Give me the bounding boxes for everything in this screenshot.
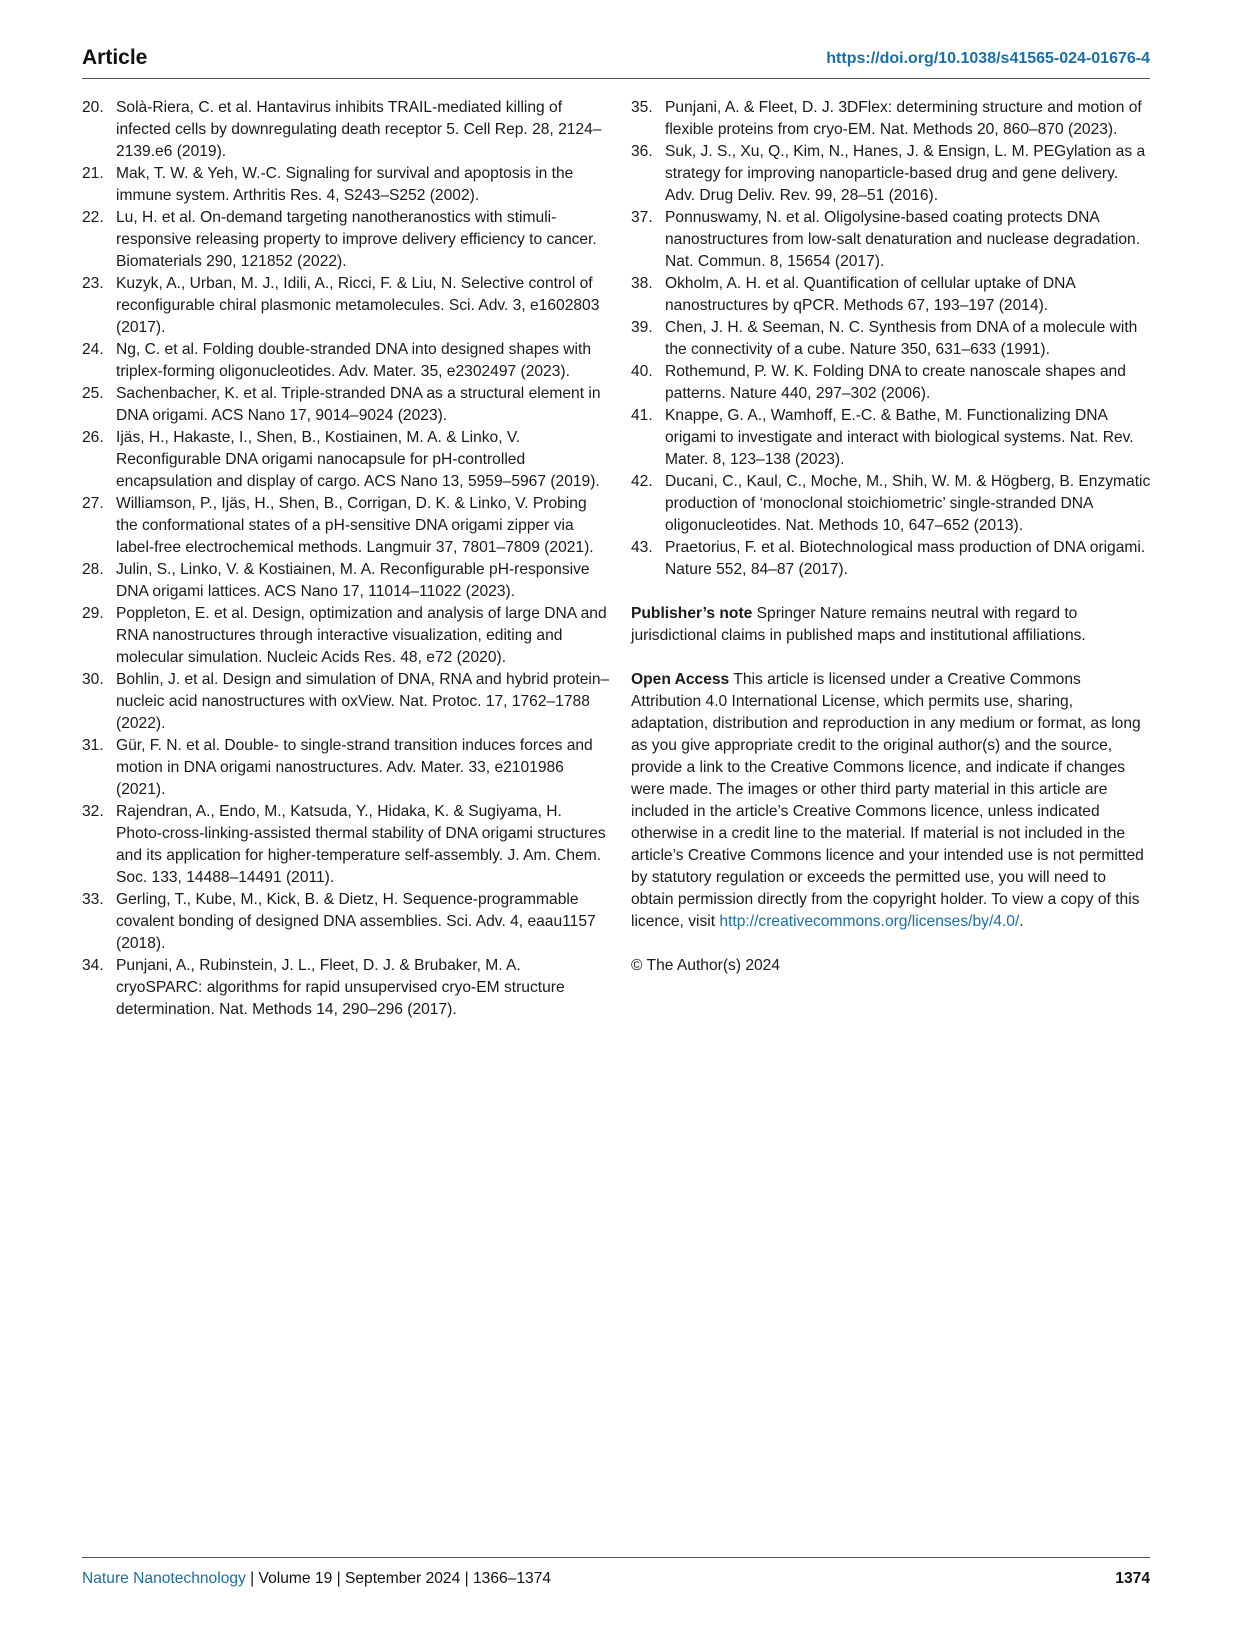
- references-right-column: [631, 97, 1151, 977]
- reference-item: [631, 405, 1151, 471]
- journal-meta: | Volume 19 | September 2024 | 1366–1374: [245, 1570, 552, 1587]
- reference-number: 35.: [631, 99, 653, 116]
- reference-text: Bohlin, J. et al. Design and simulation of DNA, RNA and hybrid protein–nucleic acid nanostructures with oxView. Nat. Protoc. 17, 1762–1788 (2022).: [116, 671, 610, 732]
- reference-text: Gerling, T., Kube, M., Kick, B. & Dietz, H. Sequence-programmable covalent bonding of designed DNA assemblies. Sci. Adv. 4, eaau1157 (2018).: [116, 891, 596, 952]
- reference-number: 34.: [82, 957, 104, 974]
- reference-item: [82, 427, 610, 493]
- reference-number: 43.: [631, 539, 653, 556]
- reference-item: [82, 801, 610, 889]
- references-left-column: [82, 97, 610, 1021]
- reference-number: 26.: [82, 429, 104, 446]
- reference-text: Gür, F. N. et al. Double- to single-strand transition induces forces and motion in DNA origami nanostructures. Adv. Mater. 33, e2101986 (2021).: [116, 737, 593, 798]
- reference-item: [631, 361, 1151, 405]
- reference-item: [631, 471, 1151, 537]
- reference-text: Chen, J. H. & Seeman, N. C. Synthesis from DNA of a molecule with the connectivity of a cube. Nature 350, 631–633 (1991).: [665, 319, 1138, 358]
- reference-item: [631, 97, 1151, 141]
- reference-text: Punjani, A., Rubinstein, J. L., Fleet, D. J. & Brubaker, M. A. cryoSPARC: algorithms for rapid unsupervised cryo-EM structure determination. Nat. Methods 14, 290–296 (2017).: [116, 957, 565, 1018]
- reference-text: Poppleton, E. et al. Design, optimization and analysis of large DNA and RNA nanostructures through interactive visualization, editing and molecular simulation. Nucleic Acids Res. 48, e72 (2020).: [116, 605, 607, 666]
- reference-item: [82, 163, 610, 207]
- reference-text: Praetorius, F. et al. Biotechnological mass production of DNA origami. Nature 552, 84–87 (2017).: [665, 539, 1146, 578]
- reference-number: 40.: [631, 363, 653, 380]
- copyright: © The Author(s) 2024: [631, 957, 781, 974]
- reference-number: 38.: [631, 275, 653, 292]
- reference-item: [82, 603, 610, 669]
- open-access-text: This article is licensed under a Creative Commons Attribution 4.0 International License, which permits use, sharing, adaptation, distribution and reproduction in any medium or format, as long as you give appropriate credit to the original author(s) and the source, provide a link to the Creative Commons licence, and indicate if changes were made. The images or other third party material in this article are included in the article’s Creative Commons licence, unless indicated otherwise in a credit line to the material. If material is not included in the article’s Creative Commons licence and your intended use is not permitted by statutory regulation or exceeds the permitted use, you will need to obtain permission directly from the copyright holder. To view a copy of this licence, visit: [631, 671, 1144, 930]
- reference-text: Williamson, P., Ijäs, H., Shen, B., Corrigan, D. K. & Linko, V. Probing the conformational states of a pH-sensitive DNA origami zipper via label-free electrochemical methods. Langmuir 37, 7801–7809 (2021).: [116, 495, 594, 556]
- reference-number: 36.: [631, 143, 653, 160]
- open-access-lead: Open Access: [631, 671, 730, 688]
- reference-item: [82, 955, 610, 1021]
- reference-number: 22.: [82, 209, 104, 226]
- publishers-note: [631, 603, 1151, 647]
- reference-item: [82, 735, 610, 801]
- page-footer: [82, 1557, 1150, 1587]
- reference-text: Julin, S., Linko, V. & Kostiainen, M. A. Reconfigurable pH-responsive DNA origami lattices. ACS Nano 17, 11014–11022 (2023).: [116, 561, 590, 600]
- reference-item: [631, 537, 1151, 581]
- reference-item: [631, 207, 1151, 273]
- reference-text: Ducani, C., Kaul, C., Moche, M., Shih, W. M. & Högberg, B. Enzymatic production of ‘monoclonal stoichiometric’ single-stranded DNA oligonucleotides. Nat. Methods 10, 647–652 (2013).: [665, 473, 1151, 534]
- reference-number: 42.: [631, 473, 653, 490]
- reference-item: [631, 317, 1151, 361]
- reference-text: Knappe, G. A., Wamhoff, E.-C. & Bathe, M. Functionalizing DNA origami to investigate and interact with biological systems. Nat. Rev. Mater. 8, 123–138 (2023).: [665, 407, 1134, 468]
- reference-text: Ng, C. et al. Folding double-stranded DNA into designed shapes with triplex-forming oligonucleotides. Adv. Mater. 35, e2302497 (2023).: [116, 341, 592, 380]
- reference-number: 31.: [82, 737, 104, 754]
- reference-item: [82, 339, 610, 383]
- reference-item: [631, 273, 1151, 317]
- reference-item: [631, 141, 1151, 207]
- reference-item: [82, 97, 610, 163]
- open-access-end: .: [1019, 913, 1024, 930]
- reference-number: 27.: [82, 495, 104, 512]
- reference-item: [82, 889, 610, 955]
- reference-text: Sachenbacher, K. et al. Triple-stranded DNA as a structural element in DNA origami. ACS Nano 17, 9014–9024 (2023).: [116, 385, 601, 424]
- reference-text: Suk, J. S., Xu, Q., Kim, N., Hanes, J. & Ensign, L. M. PEGylation as a strategy for improving nanoparticle-based drug and gene delivery. Adv. Drug Deliv. Rev. 99, 28–51 (2016).: [665, 143, 1146, 204]
- license-link[interactable]: http://creativecommons.org/licenses/by/4.0/: [719, 913, 1020, 930]
- publishers-note-text: Springer Nature remains neutral with regard to jurisdictional claims in published maps and institutional affiliations.: [631, 605, 1086, 644]
- reference-item: [82, 207, 610, 273]
- reference-text: Rajendran, A., Endo, M., Katsuda, Y., Hidaka, K. & Sugiyama, H. Photo-cross-linking-assisted thermal stability of DNA origami structures and its application for higher-temperature self-assembly. J. Am. Chem. Soc. 133, 14488–14491 (2011).: [116, 803, 606, 886]
- reference-text: Rothemund, P. W. K. Folding DNA to create nanoscale shapes and patterns. Nature 440, 297–302 (2006).: [665, 363, 1126, 402]
- reference-number: 39.: [631, 319, 653, 336]
- open-access-note: [631, 669, 1151, 933]
- reference-text: Ponnuswamy, N. et al. Oligolysine-based coating protects DNA nanostructures from low-salt denaturation and nuclease degradation. Nat. Commun. 8, 15654 (2017).: [665, 209, 1141, 270]
- reference-text: Solà-Riera, C. et al. Hantavirus inhibits TRAIL-mediated killing of infected cells by downregulating death receptor 5. Cell Rep. 28, 2124–2139.e6 (2019).: [116, 99, 602, 160]
- reference-item: [82, 669, 610, 735]
- reference-item: [82, 559, 610, 603]
- reference-text: Lu, H. et al. On-demand targeting nanotheranostics with stimuli-responsive releasing property to improve delivery efficiency to cancer. Biomaterials 290, 121852 (2022).: [116, 209, 597, 270]
- reference-number: 20.: [82, 99, 104, 116]
- reference-number: 29.: [82, 605, 104, 622]
- reference-number: 32.: [82, 803, 104, 820]
- reference-text: Ijäs, H., Hakaste, I., Shen, B., Kostiainen, M. A. & Linko, V. Reconfigurable DNA origami nanocapsule for pH-controlled encapsulation and display of cargo. ACS Nano 13, 5959–5967 (2019).: [116, 429, 600, 490]
- reference-item: [82, 273, 610, 339]
- reference-text: Kuzyk, A., Urban, M. J., Idili, A., Ricci, F. & Liu, N. Selective control of reconfigurable chiral plasmonic metamolecules. Sci. Adv. 3, e1602803 (2017).: [116, 275, 600, 336]
- reference-item: [82, 493, 610, 559]
- page-header: [82, 44, 1150, 79]
- reference-number: 23.: [82, 275, 104, 292]
- journal-citation: [82, 1570, 551, 1588]
- reference-number: 30.: [82, 671, 104, 688]
- reference-number: 25.: [82, 385, 104, 402]
- reference-number: 41.: [631, 407, 653, 424]
- reference-number: 24.: [82, 341, 104, 358]
- reference-text: Okholm, A. H. et al. Quantification of cellular uptake of DNA nanostructures by qPCR. Methods 67, 193–197 (2014).: [665, 275, 1075, 314]
- publishers-note-lead: Publisher’s note: [631, 605, 753, 622]
- reference-text: Punjani, A. & Fleet, D. J. 3DFlex: determining structure and motion of flexible proteins from cryo-EM. Nat. Methods 20, 860–870 (2023).: [665, 99, 1142, 138]
- reference-number: 37.: [631, 209, 653, 226]
- reference-number: 21.: [82, 165, 104, 182]
- reference-number: 33.: [82, 891, 104, 908]
- section-label: Article: [82, 46, 148, 69]
- reference-text: Mak, T. W. & Yeh, W.-C. Signaling for survival and apoptosis in the immune system. Arthritis Res. 4, S243–S252 (2002).: [116, 165, 574, 204]
- page-number: 1374: [1115, 1570, 1150, 1587]
- doi-link[interactable]: https://doi.org/10.1038/s41565-024-01676-4: [826, 50, 1150, 67]
- reference-number: 28.: [82, 561, 104, 578]
- journal-name[interactable]: Nature Nanotechnology: [82, 1570, 246, 1587]
- reference-item: [82, 383, 610, 427]
